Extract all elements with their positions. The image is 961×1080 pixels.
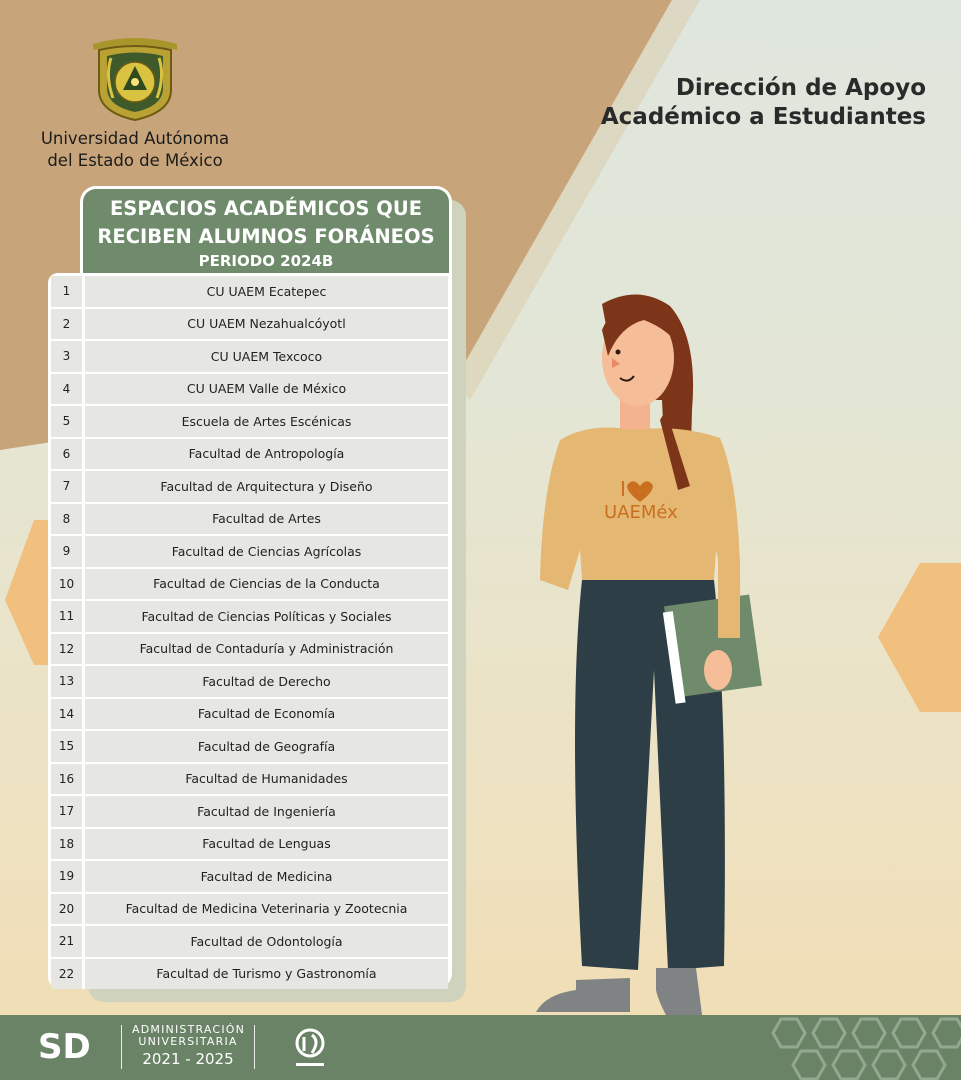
footer-admin-years: 2021 - 2025 [142,1050,234,1068]
department-title [601,74,926,132]
space-name: Facultad de Turismo y Gastronomía [85,959,448,990]
space-name: Facultad de Humanidades [85,764,448,795]
space-name: Facultad de Contaduría y Administración [85,634,448,665]
academic-spaces-panel [48,186,452,989]
table-row [51,699,448,730]
footer-divider [254,1025,255,1069]
row-number: 6 [51,439,82,470]
space-name: Facultad de Lenguas [85,829,448,860]
space-name: Facultad de Odontología [85,926,448,957]
table-row [51,536,448,567]
row-number: 16 [51,764,82,795]
space-name: Facultad de Ciencias Políticas y Sociales [85,601,448,632]
footer-divider [121,1025,122,1069]
row-number: 19 [51,861,82,892]
student-illustration [520,290,770,1060]
space-name: Facultad de Ciencias de la Conducta [85,569,448,600]
shirt-text-line1: I [620,477,626,501]
table-row [51,926,448,957]
space-name: CU UAEM Nezahualcóyotl [85,309,448,340]
uaemex-crest-logo [85,36,185,122]
row-number: 15 [51,731,82,762]
space-name: CU UAEM Ecatepec [85,276,448,307]
space-name: Facultad de Ingeniería [85,796,448,827]
footer-admin-line1: ADMINISTRACIÓN [132,1023,246,1036]
footer-bar [0,1015,961,1080]
space-name: Escuela de Artes Escénicas [85,406,448,437]
row-number: 14 [51,699,82,730]
row-number: 8 [51,504,82,535]
left-shoe [536,978,630,1012]
space-name: Facultad de Ciencias Agrícolas [85,536,448,567]
row-number: 5 [51,406,82,437]
table-row [51,309,448,340]
space-name: Facultad de Artes [85,504,448,535]
university-name-line1: Universidad Autónoma [40,129,230,148]
row-number: 7 [51,471,82,502]
table-row [51,504,448,535]
honeycomb-pattern [761,1015,961,1080]
table-row [51,861,448,892]
space-name: Facultad de Medicina [85,861,448,892]
table-row [51,569,448,600]
row-number: 2 [51,309,82,340]
panel-title-line2: RECIBEN ALUMNOS FORÁNEOS [97,225,435,248]
table-row [51,471,448,502]
row-number: 4 [51,374,82,405]
space-name: CU UAEM Valle de México [85,374,448,405]
panel-period: PERIODO 2024B [198,252,334,270]
university-name-line2: del Estado de México [47,151,223,170]
row-number: 11 [51,601,82,632]
row-number: 12 [51,634,82,665]
row-number: 13 [51,666,82,697]
row-number: 17 [51,796,82,827]
university-header [20,36,250,172]
space-name: Facultad de Derecho [85,666,448,697]
table-row [51,601,448,632]
footer-sd-logo: SD [38,1027,91,1067]
table-row [51,406,448,437]
space-name: Facultad de Geografía [85,731,448,762]
panel-header [80,186,452,274]
table-row [51,666,448,697]
table-row [51,959,448,990]
table-row [51,829,448,860]
table-row [51,439,448,470]
table-row [51,731,448,762]
orange-hexagon-right [878,563,961,712]
panel-title-line1: ESPACIOS ACADÉMICOS QUE [109,197,423,220]
row-number: 20 [51,894,82,925]
anniversary-emblem-icon [290,1023,330,1071]
row-number: 10 [51,569,82,600]
row-number: 3 [51,341,82,372]
table-row [51,341,448,372]
table-row [51,894,448,925]
table-row [51,276,448,307]
space-name: Facultad de Arquitectura y Diseño [85,471,448,502]
row-number: 21 [51,926,82,957]
space-name: Facultad de Medicina Veterinaria y Zootecnia [85,894,448,925]
table-row [51,634,448,665]
row-number: 18 [51,829,82,860]
shirt-text-line2: UAEMéx [604,502,678,523]
table-row [51,764,448,795]
spaces-table [48,273,452,989]
department-title-line2: Académico a Estudiantes [600,104,926,130]
department-title-line1: Dirección de Apoyo [675,75,926,101]
table-row [51,374,448,405]
row-number: 9 [51,536,82,567]
space-name: Facultad de Antropología [85,439,448,470]
table-row [51,796,448,827]
row-number: 1 [51,276,82,307]
footer-admin-line2: UNIVERSITARIA [138,1035,238,1048]
row-number: 22 [51,959,82,990]
space-name: CU UAEM Texcoco [85,341,448,372]
space-name: Facultad de Economía [85,699,448,730]
footer-administration [132,1024,244,1070]
